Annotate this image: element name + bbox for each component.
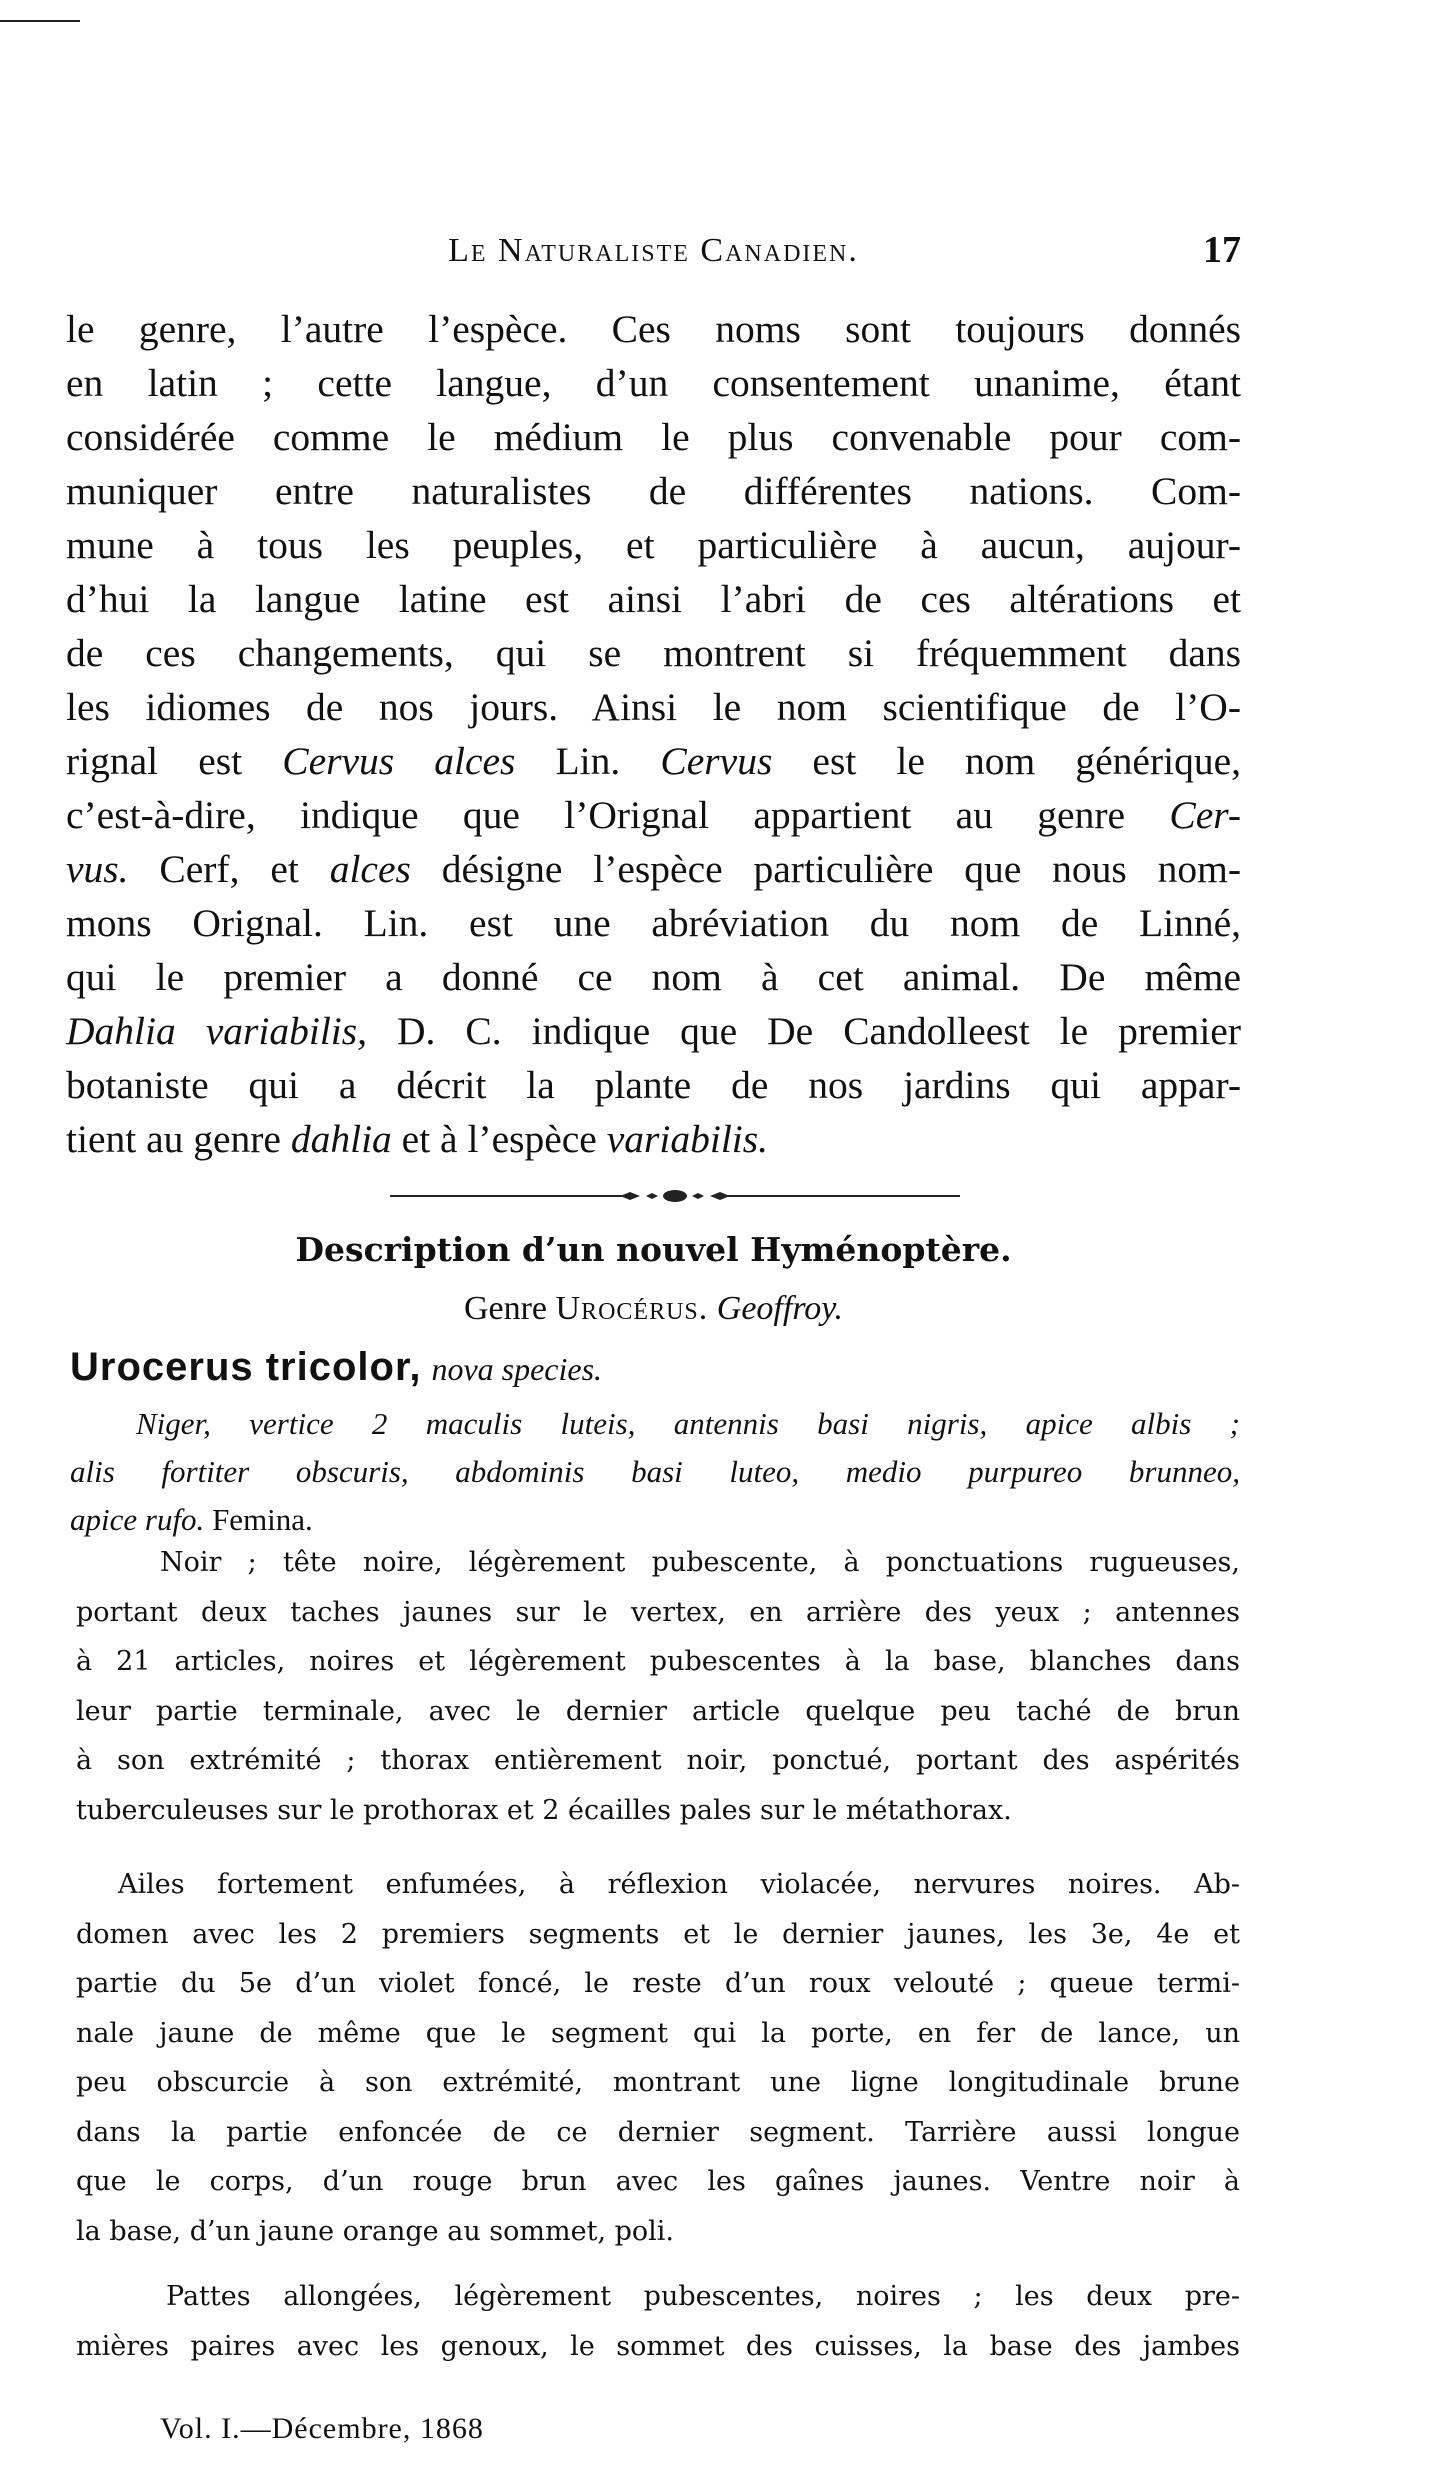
desc-line: domen avec les 2 premiers segments et le dernier jaunes, les 3e, 4e et (76, 1918, 1240, 1950)
desc-line: leur partie terminale, avec le dernier article quelque peu taché de brun (76, 1695, 1240, 1727)
desc-line: la base, d’un jaune orange au sommet, poli. (76, 2215, 674, 2247)
section-title: Description d’un nouvel Hyménoptère. (295, 1230, 1012, 1269)
desc-line: à 21 articles, noires et légèrement pubescentes à la base, blanches dans (76, 1646, 1240, 1677)
diagnosis-line (70, 1496, 1240, 1544)
text-line (66, 734, 1241, 788)
text-run: et à l’espèce (391, 1117, 607, 1161)
text-line: mune à tous les peuples, et particulière à aucun, aujour- (66, 523, 1241, 567)
body-paragraph (66, 302, 1241, 1166)
diagnosis-run: apice rufo. (70, 1502, 205, 1537)
latin-diagnosis (70, 1400, 1240, 1544)
text-line: mons Orignal. Lin. est une abréviation du nom de Linné, (66, 901, 1241, 945)
desc-line: Noir ; tête noire, légèrement pubescente, à ponctuations rugueuses, (160, 1547, 1240, 1578)
text-line (66, 842, 1241, 896)
text-line: considérée comme le médium le plus convenable pour com- (66, 415, 1241, 459)
divider-rule-right (728, 1195, 960, 1197)
text-line: qui le premier a donné ce nom à cet animal. De même (66, 955, 1241, 999)
species-heading (70, 1345, 1240, 1390)
text-line (66, 1004, 1241, 1058)
text-line: en latin ; cette langue, d’un consentement unanime, étant (66, 361, 1241, 405)
desc-line: nale jaune de même que le segment qui la porte, en fer de lance, un (76, 2017, 1240, 2049)
genre-prefix: Genre (463, 1290, 556, 1327)
desc-line: peu obscurcie à son extrémité, montrant une ligne longitudinale brune (76, 2067, 1240, 2098)
desc-line: portant deux taches jaunes sur le vertex, en arrière des yeux ; antennes (76, 1596, 1240, 1628)
latin-name: Cer- (1169, 793, 1241, 837)
desc-line: dans la partie enfoncée de ce dernier segment. Tarrière aussi longue (76, 2116, 1240, 2148)
latin-name: variabilis. (606, 1117, 769, 1161)
text-run: désigne l’espèce particulière que nous nom- (410, 847, 1241, 891)
divider-center-ornament (390, 1186, 960, 1211)
page-header (66, 229, 1241, 282)
text-line: les idiomes de nos jours. Ainsi le nom scientifique de l’O- (66, 685, 1241, 729)
desc-line: mières paires avec les genoux, le sommet des cuisses, la base des jambes (76, 2330, 1240, 2362)
text-line: botaniste qui a décrit la plante de nos jardins qui appar- (66, 1063, 1241, 1107)
text-run: Lin. (515, 739, 661, 783)
desc-line: partie du 5e d’un violet foncé, le reste d’un roux velouté ; queue termi- (76, 1968, 1240, 1999)
description-paragraph-3 (76, 2272, 1240, 2371)
latin-name: alces (329, 847, 411, 891)
genre-name: Urocérus. (555, 1290, 709, 1327)
text-run: est le nom générique, (772, 739, 1241, 783)
text-line (66, 1112, 1241, 1166)
text-line: muniquer entre naturalistes de différentes nations. Com- (66, 469, 1241, 513)
latin-name: dahlia (290, 1117, 392, 1161)
ornament-icon (620, 1186, 730, 1206)
description-paragraph-1 (76, 1538, 1240, 1835)
running-title: Le Naturaliste Canadien. (448, 232, 859, 269)
desc-line: Ailes fortement enfumées, à réflexion violacée, nervures noires. Ab- (118, 1869, 1240, 1900)
species-note: nova species. (431, 1351, 603, 1387)
desc-line: que le corps, d’un rouge brun avec les gaînes jaunes. Ventre noir à (76, 2166, 1240, 2197)
species-name: Urocerus tricolor, (70, 1345, 422, 1389)
latin-name: Cervus alces (282, 739, 516, 783)
sex-label: Femina. (204, 1502, 313, 1537)
text-run: Cerf, et (128, 847, 330, 891)
text-run: D. C. indique que De Candolleest le premier (367, 1009, 1241, 1053)
diagnosis-line: alis fortiter obscuris, abdominis basi luteo, medio purpureo brunneo, (70, 1454, 1240, 1489)
latin-name: vus. (66, 847, 129, 891)
desc-line: à son extrémité ; thorax entièrement noir, ponctué, portant des aspérités (76, 1745, 1240, 1776)
diagnosis-line: Niger, vertice 2 maculis luteis, antennis basi nigris, apice albis ; (136, 1406, 1240, 1441)
top-rule (0, 20, 80, 22)
page-number: 17 (1203, 229, 1241, 271)
genre-author: Geoffroy. (716, 1290, 844, 1327)
text-line: d’hui la langue latine est ainsi l’abri de ces altérations et (66, 577, 1241, 621)
desc-line: tuberculeuses sur le prothorax et 2 écailles pales sur le métathorax. (76, 1794, 1012, 1826)
latin-name: Cervus (660, 739, 773, 783)
text-line: de ces changements, qui se montrent si fréquemment dans (66, 631, 1241, 675)
latin-name: Dahlia variabilis, (66, 1009, 368, 1053)
page-footer: Vol. I.—Décembre, 1868 (160, 2412, 484, 2445)
text-run: rignal est (66, 739, 283, 783)
text-line: le genre, l’autre l’espèce. Ces noms sont toujours donnés (66, 307, 1241, 351)
genre-line (66, 1290, 1241, 1328)
text-run: tient au genre (66, 1117, 291, 1161)
text-line (66, 788, 1241, 842)
text-run: c’est-à-dire, indique que l’Orignal appartient au genre (66, 793, 1170, 837)
desc-line: Pattes allongées, légèrement pubescentes, noires ; les deux pre- (166, 2281, 1240, 2312)
section-divider-ornament (390, 1186, 960, 1206)
description-paragraph-2 (76, 1860, 1240, 2256)
